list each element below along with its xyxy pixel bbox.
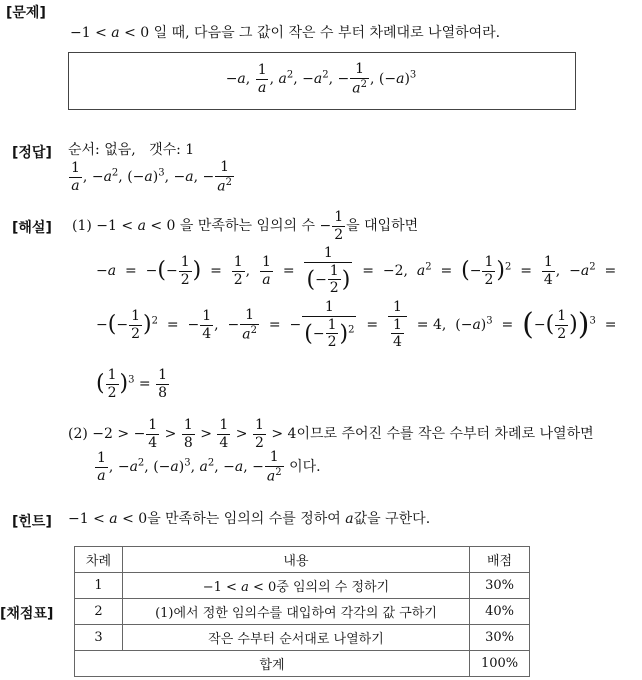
- problem-expression: −a, $\frac{1}{a}$ , $a^2$, $-a^2$, − $\frac{1}{a^2}$ , $(-a)^3$: [225, 61, 417, 97]
- step2-number: (2): [68, 426, 88, 443]
- answer-count: 갯수: 1: [149, 142, 195, 158]
- grading-table: [74, 546, 530, 677]
- row-content: −1 < a < 0중 임의의 수 정하기: [122, 573, 469, 599]
- hint-body: 을 만족하는 임의의 수를 정하여: [147, 511, 341, 527]
- solution-step1-line1: −a = −(− $\frac{1}{2}$ ) = $\frac{1}{2}$ , $\frac{1}{a}$ = 1 (− $\frac{1}{2}$ ) = −2, $a^2$ = (− $\frac{1}{2}$ )$^2$ = $\frac{1}{4}$ , $-a^2$ =: [96, 245, 617, 297]
- problem-statement: −1 < a < 0 일 때, 다음을 그 값이 작은 수 부터 차례대로 나열하여라.: [70, 25, 501, 41]
- solution-step2-line1: (2) −2 > − $\frac{1}{4}$ > $\frac{1}{8}$ > $\frac{1}{4}$ > $\frac{1}{2}$ > 4이므로 주어진 수를 작은 수부터 차례로 나열하면: [68, 417, 594, 451]
- problem-statement-text: 일 때, 다음을 그 값이 작은 수 부터 차례대로 나열하여라.: [153, 25, 501, 41]
- header-content: 내용: [122, 547, 469, 573]
- row-score: 30%: [470, 625, 530, 651]
- row-number: 2: [75, 599, 123, 625]
- answer-sequence: $\frac{1}{a}$ , $-a^2$, $(-a)^3$, −a, − $\frac{1}{a^2}$: [71, 159, 232, 195]
- hint-label: [힌트]: [12, 514, 52, 530]
- step1-number: (1): [72, 218, 92, 235]
- row-content-text: 중 임의의 수 정하기: [276, 580, 390, 595]
- solution-step1-intro: (1) −1 < a < 0 을 만족하는 임의의 수 − $\frac{1}{2}$ 을 대입하면: [72, 209, 419, 243]
- header-score: 배점: [470, 547, 530, 573]
- row-number: 1: [75, 573, 123, 599]
- solution-label: [해설]: [12, 220, 52, 236]
- problem-label: [문제]: [6, 5, 46, 21]
- hint-text: −1 < a < 0을 만족하는 임의의 수를 정하여 a값을 구한다.: [68, 511, 431, 527]
- solution-step1-line2: −(− $\frac{1}{2}$ )$^2$ = − $\frac{1}{4}$ , − $\frac{1}{a^2}$ = − 1 (− $\frac{1}{2}$ )$^2$ = $\frac{1}{\frac{1}{4}}$ = 4, $(-a)^3$ = (−( $\frac{1}{2}$ ))$^3$ =: [96, 299, 617, 351]
- table-row: [75, 599, 530, 625]
- step1-text-end: 을 대입하면: [346, 218, 419, 235]
- step2-text-end: 이다.: [289, 459, 321, 476]
- solution-step2-line2: $\frac{1}{a}$ , $-a^2$, $(-a)^3$, $a^2$, −a, − $\frac{1}{a^2}$ 이다.: [97, 449, 321, 485]
- table-row: [75, 625, 530, 651]
- row-score: 40%: [470, 599, 530, 625]
- table-header-row: [75, 547, 530, 573]
- hint-body-end: 값을 구한다.: [353, 511, 431, 527]
- solution-step1-line3: ( $\frac{1}{2}$ )$^3$ = $\frac{1}{8}$: [96, 367, 168, 401]
- answer-meta: [68, 143, 194, 157]
- grading-label: [채점표]: [0, 606, 54, 622]
- row-content: 작은 수부터 순서대로 나열하기: [122, 625, 469, 651]
- table-row: [75, 573, 530, 599]
- step1-text: 을 만족하는 임의의 수: [179, 218, 315, 235]
- row-score: 30%: [470, 573, 530, 599]
- answer-label: [정답]: [12, 145, 52, 161]
- total-label: 합계: [75, 651, 470, 677]
- step2-text: 이므로 주어진 수를 작은 수부터 차례로 나열하면: [296, 426, 594, 443]
- row-number: 3: [75, 625, 123, 651]
- table-total-row: [75, 651, 530, 677]
- total-score: 100%: [470, 651, 530, 677]
- answer-order: 순서: 없음,: [68, 142, 136, 158]
- header-order: 차례: [75, 547, 123, 573]
- row-content: (1)에서 정한 임의수를 대입하여 각각의 값 구하기: [122, 599, 469, 625]
